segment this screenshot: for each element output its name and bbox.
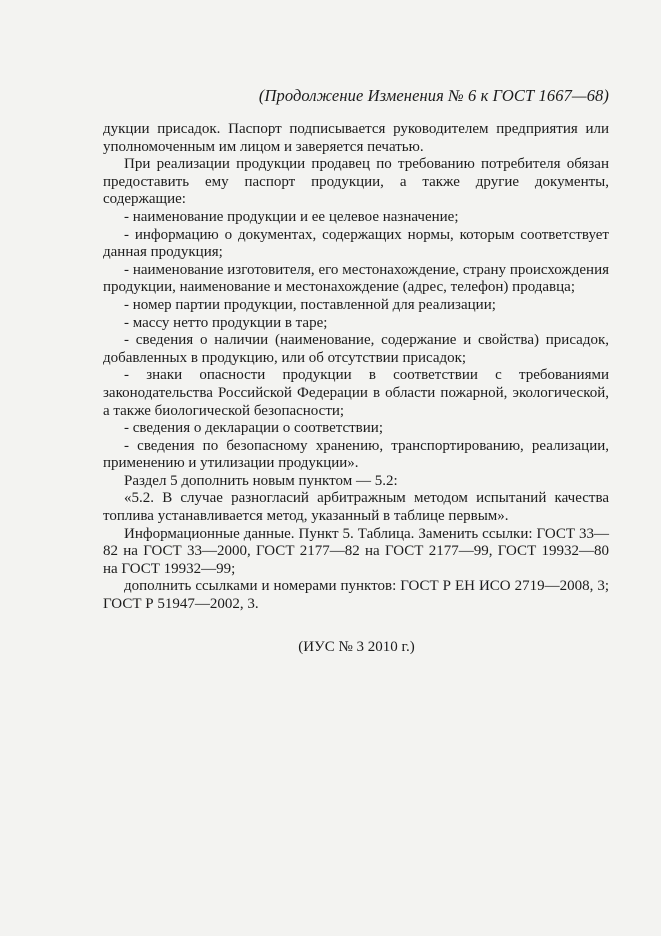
paragraph: «5.2. В случае разногласий арбитражным методом испытаний качества топлива устанавливается метод, указанный в таблице первым». <box>103 490 609 525</box>
paragraph: Раздел 5 дополнить новым пунктом — 5.2: <box>124 472 398 489</box>
paragraph: Информационные данные. Пункт 5. Таблица. Заменить ссылки: ГОСТ 33—82 на ГОСТ 33—2000, ГОСТ 2177—82 на ГОСТ 2177—99, ГОСТ 19932—80 на ГОСТ 19932—99; <box>103 525 609 577</box>
list-item: - массу нетто продукции в таре; <box>124 314 328 331</box>
document-body <box>103 121 609 614</box>
paragraph: дукции присадок. Паспорт подписывается руководителем предприятия или уполномоченным им лицом и заверяется печатью. <box>103 121 609 155</box>
page-footer <box>0 638 661 656</box>
footer-source: (ИУС № 3 2010 г.) <box>298 639 415 655</box>
list-item: - наименование продукции и ее целевое назначение; <box>124 208 459 225</box>
list-item: - сведения о декларации о соответствии; <box>124 420 383 437</box>
paragraph: дополнить ссылками и номерами пунктов: ГОСТ Р ЕН ИСО 2719—2008, 3; ГОСТ Р 51947—2002, 3. <box>103 578 609 613</box>
list-item: - сведения по безопасному хранению, транспортированию, реализации, применению и утилизации продукции». <box>103 437 609 472</box>
paragraph: При реализации продукции продавец по требованию потребителя обязан предоставить ему паспорт продукции, а также другие документы, содержащие: <box>103 156 609 208</box>
list-item: - информацию о документах, содержащих нормы, которым соответствует данная продукция; <box>103 226 609 261</box>
list-item: - знаки опасности продукции в соответствии с требованиями законодательства Российской Федерации в области пожарной, экологической, а также биологической безопасности; <box>103 367 609 419</box>
list-item: - номер партии продукции, поставленной для реализации; <box>124 296 496 313</box>
list-item: - сведения о наличии (наименование, содержание и свойства) присадок, добавленных в продукцию, или об отсутствии присадок; <box>103 332 609 366</box>
page-header: (Продолжение Изменения № 6 к ГОСТ 1667—68) <box>258 86 609 105</box>
list-item: - наименование изготовителя, его местонахождение, страну происхождения продукции, наименование и местонахождение (адрес, телефон) продавца; <box>103 261 609 296</box>
